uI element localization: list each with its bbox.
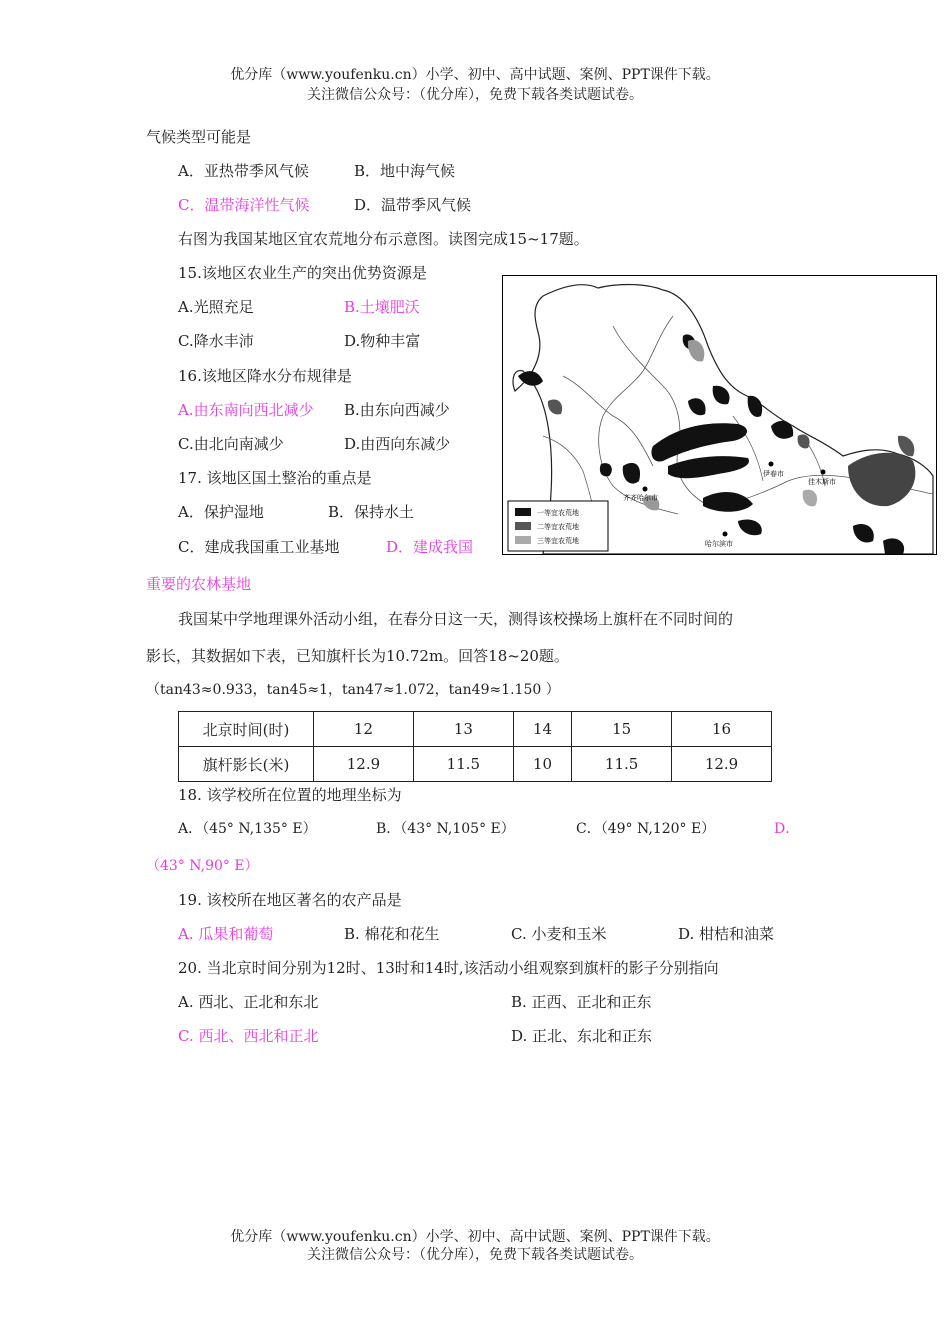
footer-line-1: 优分库（www.youfenku.cn）小学、初中、高中试题、案例、PPT课件下载。 (230, 1229, 720, 1245)
header-line-2: 关注微信公众号：（优分库），免费下载各类试题试卷。 (307, 87, 643, 103)
q15-option-d[interactable]: D.物种丰富 (344, 332, 421, 350)
table-cell-hour: 16 (672, 712, 772, 747)
q17-option-b[interactable]: B．保持水土 (328, 503, 415, 521)
table-cell-length: 10 (513, 747, 571, 782)
q18-option-a[interactable]: A．（45° N,135° E） (178, 821, 317, 837)
intro-15-17: 右图为我国某地区宜农荒地分布示意图。读图完成15~17题。 (178, 230, 589, 248)
q18-option-d-answer-cont[interactable]: （43° N,90° E） (146, 858, 259, 874)
legend-swatch-third (515, 536, 531, 544)
q17-option-c[interactable]: C．建成我国重工业基地 (178, 538, 340, 556)
second-grade-patch (898, 436, 914, 457)
city-yichun-marker (769, 462, 774, 467)
table-cell-hour: 14 (513, 712, 571, 747)
first-grade-patch (883, 538, 904, 554)
first-grade-patch (703, 492, 753, 512)
legend-swatch-first (515, 508, 531, 516)
q16-stem: 16.该地区降水分布规律是 (178, 367, 352, 385)
city-jiamusi-label: 佳木斯市 (808, 478, 836, 486)
first-grade-patch (771, 421, 793, 439)
intro-18-20-line1: 我国某中学地理课外活动小组，在春分日这一天，测得该校操场上旗杆在不同时间的 (178, 610, 734, 628)
q18-option-c[interactable]: C．（49° N,120° E） (576, 821, 716, 837)
q15-option-a[interactable]: A.光照充足 (178, 298, 254, 316)
q15-stem: 15.该地区农业生产的突出优势资源是 (178, 264, 427, 282)
third-grade-patch (803, 490, 817, 507)
q20-option-a[interactable]: A. 西北、正北和东北 (178, 993, 319, 1011)
legend-second-label: 二等宜农荒地 (537, 523, 579, 531)
city-qiqihar-marker (643, 487, 648, 492)
table-row-hours (179, 712, 772, 747)
table-row-label: 北京时间(时) (179, 712, 314, 747)
table-cell-hour: 13 (413, 712, 513, 747)
city-qiqihar-label: 齐齐哈尔市 (623, 494, 658, 502)
second-grade-patch (798, 434, 810, 448)
city-jiamusi-marker (821, 470, 826, 475)
table-row-lengths (179, 747, 772, 782)
second-grade-patch (848, 453, 915, 506)
table-cell-hour: 12 (314, 712, 414, 747)
q17-option-d-answer[interactable]: D．建成我国 (386, 538, 474, 556)
q18-stem: 18. 该学校所在位置的地理坐标为 (178, 786, 402, 804)
second-grade-patch (548, 399, 562, 414)
q16-option-a-answer[interactable]: A.由东南向西北减少 (178, 401, 314, 419)
q20-stem: 20. 当北京时间分别为12时、13时和14时,该活动小组观察到旗杆的影子分别指向 (178, 959, 719, 977)
q14-option-d[interactable]: D．温带季风气候 (354, 196, 472, 214)
q17-stem: 17. 该地区国土整治的重点是 (178, 469, 372, 487)
q15-option-c[interactable]: C.降水丰沛 (178, 332, 254, 350)
wasteland-distribution-map (502, 275, 937, 555)
third-grade-patch (688, 340, 704, 362)
q19-option-c[interactable]: C. 小麦和玉米 (511, 925, 607, 943)
table-cell-hour: 15 (572, 712, 672, 747)
q14-option-b[interactable]: B．地中海气候 (354, 162, 456, 180)
q18-option-d-answer[interactable]: D． (774, 821, 800, 837)
first-grade-patch (853, 524, 874, 543)
first-grade-patch (688, 398, 706, 415)
first-grade-patch (518, 371, 543, 386)
q15-option-b-answer[interactable]: B.土壤肥沃 (344, 298, 420, 316)
q17-option-d-answer-cont[interactable]: 重要的农林基地 (146, 575, 252, 593)
q20-option-b[interactable]: B. 正西、正北和正东 (511, 993, 652, 1011)
q20-option-c-answer[interactable]: C. 西北、西北和正北 (178, 1027, 319, 1045)
q19-stem: 19. 该校所在地区著名的农产品是 (178, 891, 402, 909)
header-line-1: 优分库（www.youfenku.cn）小学、初中、高中试题、案例、PPT课件下载。 (230, 67, 720, 83)
q19-option-b[interactable]: B. 棉花和花生 (344, 925, 440, 943)
q16-option-c[interactable]: C.由北向南减少 (178, 435, 284, 453)
river-1 (599, 316, 678, 514)
q19-option-d[interactable]: D. 柑桔和油菜 (678, 925, 775, 943)
city-yichun-label: 伊春市 (763, 470, 784, 478)
table-cell-length: 12.9 (314, 747, 414, 782)
q18-option-b[interactable]: B．（43° N,105° E） (376, 821, 515, 837)
table-cell-length: 12.9 (672, 747, 772, 782)
table-row-label: 旗杆影长(米) (179, 747, 314, 782)
footer-line-2: 关注微信公众号：（优分库），免费下载各类试题试卷。 (307, 1247, 643, 1263)
first-grade-patch (651, 423, 747, 461)
q14-stem-tail: 气候类型可能是 (146, 128, 252, 146)
legend-swatch-second (515, 522, 531, 530)
first-grade-patch (748, 396, 762, 417)
legend-first-label: 一等宜农荒地 (537, 509, 579, 517)
q14-option-a[interactable]: A．亚热带季风气候 (178, 162, 309, 180)
city-harbin-label: 哈尔滨市 (705, 540, 733, 548)
first-grade-patch (738, 519, 762, 535)
q17-option-a[interactable]: A．保护湿地 (178, 503, 264, 521)
first-grade-patch (713, 386, 730, 405)
river-3 (563, 376, 653, 466)
first-grade-patch (600, 463, 612, 476)
q20-option-d[interactable]: D. 正北、东北和正东 (511, 1027, 653, 1045)
tan-values: （tan43≈0.933，tan45≈1，tan47≈1.072，tan49≈1.150 ） (146, 682, 560, 698)
q14-option-c-answer[interactable]: C．温带海洋性气候 (178, 196, 310, 214)
legend-third-label: 三等宜农荒地 (537, 537, 579, 545)
shadow-length-table (178, 711, 772, 782)
first-grade-patch (623, 463, 640, 484)
intro-18-20-line2: 影长，其数据如下表，已知旗杆长为10.72m。回答18~20题。 (146, 647, 569, 665)
city-harbin-marker (723, 532, 728, 537)
q16-option-b[interactable]: B.由东向西减少 (344, 401, 450, 419)
q16-option-d[interactable]: D.由西向东减少 (344, 435, 451, 453)
table-cell-length: 11.5 (413, 747, 513, 782)
first-grade-patch (668, 456, 749, 478)
table-cell-length: 11.5 (572, 747, 672, 782)
q19-option-a-answer[interactable]: A. 瓜果和葡萄 (178, 925, 274, 943)
